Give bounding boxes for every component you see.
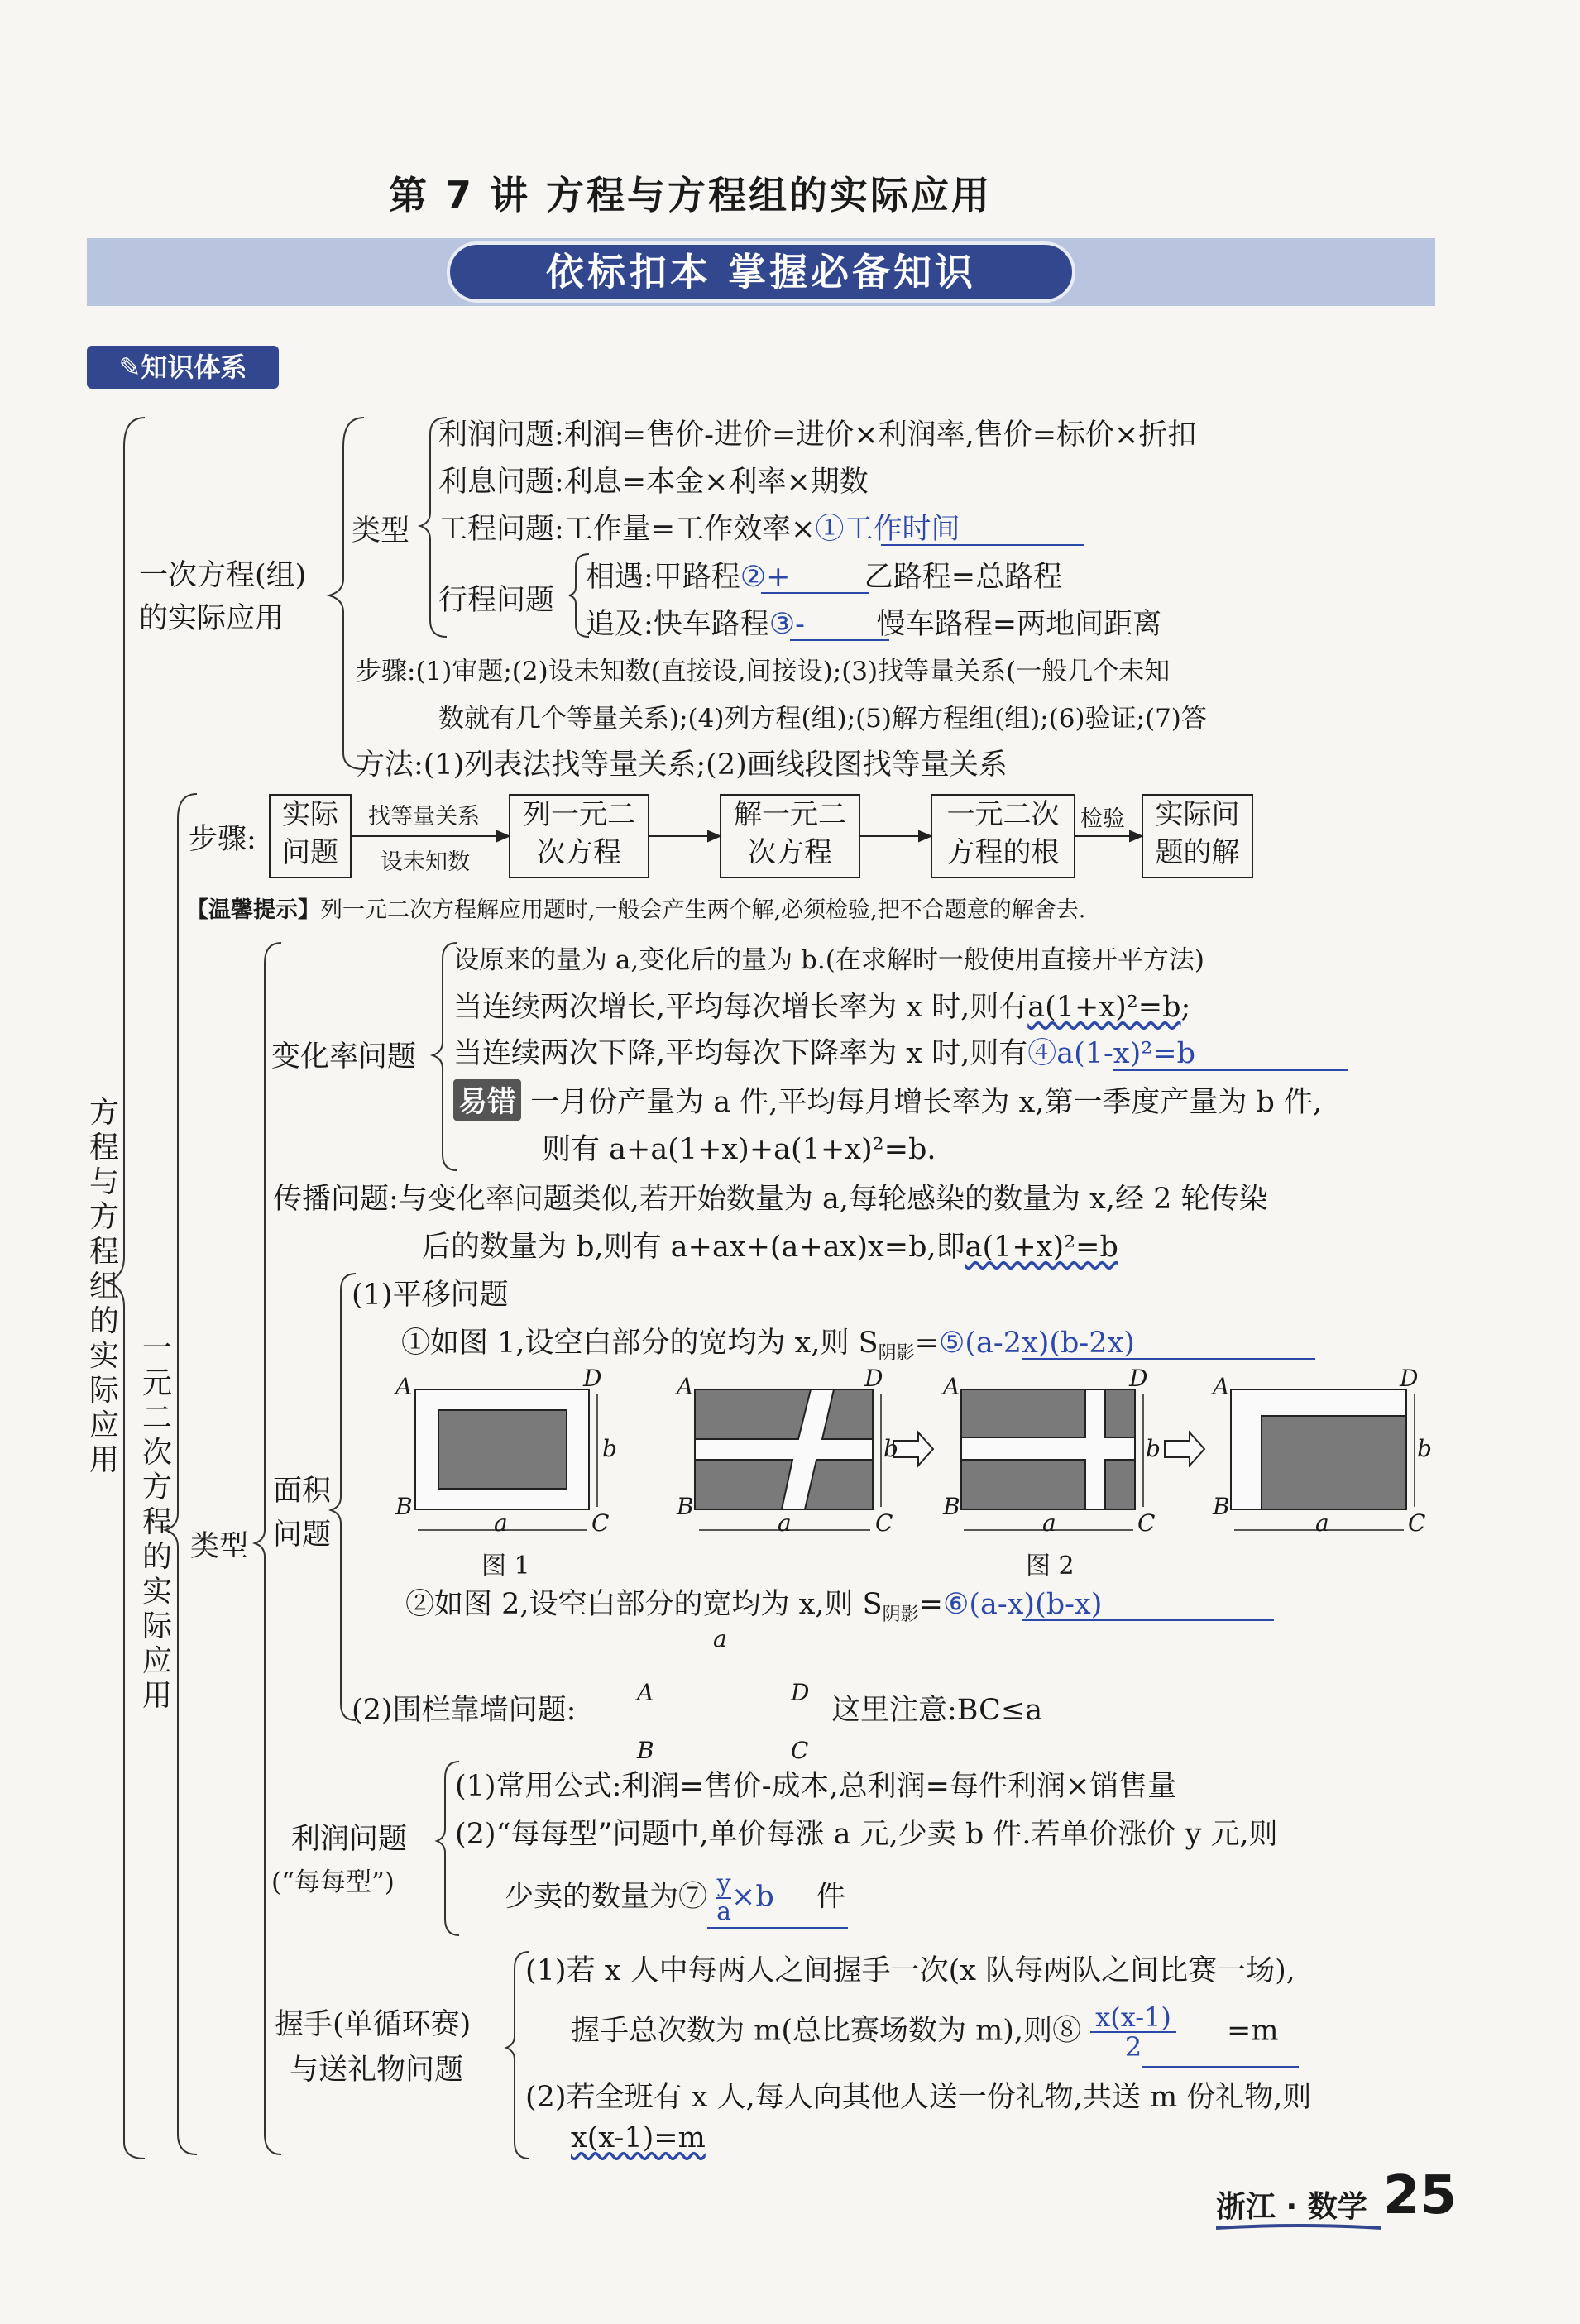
linear-interest: 利息问题:利息=本金×利率×期数	[438, 466, 869, 499]
flow-arrow4-top: 检验	[1080, 806, 1125, 832]
fig2-arrow-1	[893, 1432, 933, 1466]
spread-formula: a(1+x)²=b	[965, 1231, 1118, 1264]
flow-box2-line2: 次方程	[537, 836, 621, 869]
flow-box5-line2: 题的解	[1155, 836, 1240, 869]
fig2b-label-A: A	[943, 1373, 960, 1400]
flow-box4-line1: 一元二次	[946, 798, 1060, 831]
answer-8-fraction	[1090, 2003, 1176, 2061]
footer-swoosh	[1216, 2223, 1381, 2231]
fig2b-label-D: D	[1129, 1365, 1148, 1392]
fig1-label-D: D	[583, 1365, 602, 1392]
answer-3: ③-	[768, 608, 805, 641]
linear-label-line1: 一次方程(组)	[139, 559, 307, 592]
spread-line1: 传播问题:与变化率问题类似,若开始数量为 a,每轮感染的数量为 x,经 2 轮传染	[273, 1183, 1268, 1216]
fig2b-label-b: b	[1146, 1435, 1161, 1462]
fence-label-B: B	[637, 1737, 654, 1764]
fence-label-a: a	[713, 1625, 727, 1652]
fig1-prefix: ①如图 1,设空白部分的宽均为 x,则 S	[401, 1327, 879, 1360]
q-profit-line3-suffix: 件	[816, 1880, 845, 1914]
flow-arrow1-bottom: 设未知数	[381, 849, 470, 875]
meet-prefix: 相遇:甲路程	[586, 561, 740, 594]
fig1-label-C: C	[591, 1509, 610, 1537]
fig2-caption: 图 2	[1026, 1552, 1075, 1580]
answer-7-fraction	[716, 1871, 731, 1925]
flow-box1-line2: 问题	[282, 836, 338, 869]
handshake-line2-prefix: 握手总次数为 m(总比赛场数为 m),则⑧	[571, 2014, 1082, 2048]
meet-suffix: 乙路程=总路程	[864, 561, 1063, 594]
q-profit-line3-prefix: 少卖的数量为⑦	[505, 1880, 708, 1914]
flow-box1-line1: 实际	[282, 798, 338, 831]
fig2c-label-B: B	[1213, 1493, 1230, 1520]
fig1-label-B: B	[395, 1493, 413, 1520]
rate-line2-prefix: 当连续两次增长,平均每次增长率为 x 时,则有	[453, 991, 1028, 1024]
fig2a-label-a: a	[778, 1509, 792, 1537]
linear-work-prefix: 工程问题:工作量=工作效率×	[438, 513, 816, 546]
handshake-line3: (2)若全班有 x 人,每人向其他人送一份礼物,共送 m 份礼物,则	[525, 2081, 1312, 2114]
fig2c-label-a: a	[1315, 1509, 1329, 1537]
linear-types-label: 类型	[352, 514, 410, 548]
fence-label-C: C	[791, 1737, 809, 1764]
answer-7-num: y	[716, 1869, 731, 1898]
flow-box2-line1: 列一元二	[523, 798, 635, 831]
answer-8-underline	[1142, 2066, 1299, 2068]
handshake-line2	[571, 2003, 1279, 2061]
fig2b-label-a: a	[1042, 1509, 1056, 1537]
handshake-line1: (1)若 x 人中每两人之间握手一次(x 队每两队之间比赛一场),	[525, 1954, 1295, 1987]
rate-line3-prefix: 当连续两次下降,平均每次下降率为 x 时,则有	[453, 1037, 1028, 1070]
fence-label-A: A	[637, 1679, 654, 1706]
rate-line2-suffix: ;	[1180, 991, 1191, 1024]
handshake-line2-suffix: =m	[1227, 2014, 1279, 2048]
fig2c-label-D: D	[1400, 1365, 1419, 1392]
fig2b-shade-br	[1105, 1460, 1135, 1509]
translate-title: (1)平移问题	[352, 1279, 509, 1312]
linear-steps-line2: 数就有几个等量关系);(4)列方程(组);(5)解方程组(组);(6)验证;(7)答	[438, 704, 1207, 734]
fig2a-label-b: b	[883, 1435, 898, 1462]
q-profit-line2: (2)“每每型”问题中,单价每涨 a 元,少卖 b 件.若单价涨价 y 元,则	[455, 1818, 1278, 1851]
answer-5: ⑤(a-2x)(b-2x)	[938, 1327, 1135, 1360]
fig2b-label-B: B	[943, 1493, 960, 1520]
area-label-line2: 问题	[273, 1518, 332, 1552]
answer-1: ①工作时间	[815, 513, 960, 546]
tip-tag: 【温馨提示】	[186, 897, 320, 923]
fig2-prefix: ②如图 2,设空白部分的宽均为 x,则 S	[405, 1588, 883, 1621]
quadratic-steps-label: 步骤:	[189, 823, 256, 856]
linear-profit: 利润问题:利润=售价-进价=进价×利润率,售价=标价×折扣	[438, 418, 1197, 452]
handshake-label-line2: 与送礼物问题	[290, 2054, 464, 2087]
fig1-shade-sub: 阴影	[878, 1343, 915, 1364]
section-tag-label: 知识体系	[141, 351, 247, 383]
quadratic-label: 一元二次方程的实际应用	[141, 1332, 172, 1713]
chase-suffix: 慢车路程=两地间距离	[876, 608, 1162, 641]
flow-box4-line2: 方程的根	[946, 836, 1060, 869]
fig1-eq: =	[914, 1327, 939, 1360]
root-label: 方程与方程组的实际应用	[89, 1096, 119, 1477]
fig2c-label-b: b	[1417, 1435, 1432, 1462]
fig1-caption: 图 1	[481, 1552, 530, 1580]
spread-line2-prefix: 后的数量为 b,则有 a+ax+(a+ax)x=b,即	[422, 1231, 965, 1264]
fig2a-shade-br	[805, 1460, 873, 1509]
fence-title: (2)围栏靠墙问题:	[352, 1694, 577, 1727]
answer-4: ④a(1-x)²=b	[1027, 1037, 1196, 1070]
answer-6-underline	[1022, 1619, 1274, 1621]
fig2a-label-B: B	[677, 1493, 694, 1520]
fig2b-shade-bl	[961, 1460, 1085, 1509]
answer-7-den: a	[716, 1897, 732, 1926]
answer-7-underline	[707, 1927, 848, 1929]
fig1-label-b: b	[602, 1435, 617, 1462]
answer-8-den: 2	[1124, 2031, 1142, 2063]
answer-7-times: ×b	[731, 1880, 774, 1914]
linear-steps-line1: 步骤:(1)审题;(2)设未知数(直接设,间接设);(3)找等量关系(一般几个未知	[356, 657, 1171, 686]
chase-prefix: 追及:快车路程	[586, 608, 769, 641]
q-profit-line1: (1)常用公式:利润=售价-成本,总利润=每件利润×销售量	[455, 1770, 1177, 1803]
area-label-line1: 面积	[273, 1475, 332, 1508]
banner-title: 依标扣本 掌握必备知识	[545, 250, 976, 294]
fig2c-label-A: A	[1213, 1373, 1230, 1400]
flow-arrow1-top: 找等量关系	[368, 804, 480, 830]
fig2a-label-C: C	[875, 1509, 893, 1537]
rate-line5: 则有 a+a(1+x)+a(1+x)²=b.	[542, 1133, 936, 1166]
lecture-title: 第 7 讲 方程与方程组的实际应用	[389, 173, 993, 218]
handshake-label-line1: 握手(单循环赛)	[275, 2008, 472, 2041]
linear-method: 方法:(1)列表法找等量关系;(2)画线段图找等量关系	[356, 748, 1008, 782]
yicuo-tag: 易错	[453, 1079, 521, 1121]
linear-label-line2: 的实际应用	[139, 602, 285, 635]
fig2a-shade-tl	[695, 1389, 811, 1439]
rate-line1: 设原来的量为 a,变化后的量为 b.(在求解时一般使用直接开平方法)	[453, 945, 1204, 975]
fig2a-shade-bl	[695, 1460, 792, 1509]
answer-8-num: x(x-1)	[1090, 2003, 1176, 2033]
rate-line4-text: 一月份产量为 a 件,平均每月增长率为 x,第一季度产量为 b 件,	[530, 1086, 1323, 1119]
q-profit-line3	[505, 1871, 845, 1925]
fig2a-label-A: A	[677, 1373, 694, 1400]
fig1-label-a: a	[494, 1509, 508, 1537]
quadratic-types-label: 类型	[190, 1530, 249, 1563]
tip-text: 列一元二次方程解应用题时,一般会产生两个解,必须检验,把不合题意的解舍去.	[320, 897, 1086, 923]
fence-note: 这里注意:BC≤a	[831, 1694, 1043, 1727]
fig2b-label-C: C	[1137, 1509, 1156, 1537]
flow-box3-line1: 解一元二	[734, 798, 846, 831]
fig2-shade-sub: 阴影	[882, 1604, 919, 1625]
fig2-arrow-2	[1165, 1432, 1204, 1466]
fig2a-label-D: D	[864, 1365, 883, 1392]
fig2b-shade-tl	[961, 1389, 1085, 1437]
fig2-eq: =	[918, 1588, 943, 1621]
pencil-icon: ✎	[118, 351, 141, 383]
footer-region: 浙江 · 数学	[1216, 2190, 1367, 2224]
fig1-label-A: A	[395, 1373, 413, 1400]
answer-6: ⑥(a-x)(b-x)	[942, 1588, 1103, 1621]
fig2b-shade-tr	[1105, 1389, 1135, 1437]
answer-2: ②+	[740, 561, 791, 594]
flow-box3-line2: 次方程	[748, 836, 832, 869]
handshake-line4: x(x-1)=m	[571, 2121, 706, 2154]
q-profit-label-line1: 利润问题	[291, 1823, 408, 1856]
travel-label: 行程问题	[438, 584, 555, 617]
fig2c-shaded-rect	[1262, 1416, 1406, 1509]
fig1-shaded-rect	[438, 1410, 567, 1489]
page-number: 25	[1383, 2165, 1458, 2226]
rate-label: 变化率问题	[271, 1040, 417, 1074]
rate-growth-formula: a(1+x)²=b	[1027, 991, 1181, 1024]
fig2c-label-C: C	[1408, 1509, 1426, 1537]
q-profit-label-line2: (“每每型”)	[271, 1867, 395, 1897]
fence-label-D: D	[791, 1679, 810, 1706]
flow-box5-line1: 实际问	[1155, 798, 1240, 831]
fig2-formula-line	[405, 1581, 1102, 1626]
